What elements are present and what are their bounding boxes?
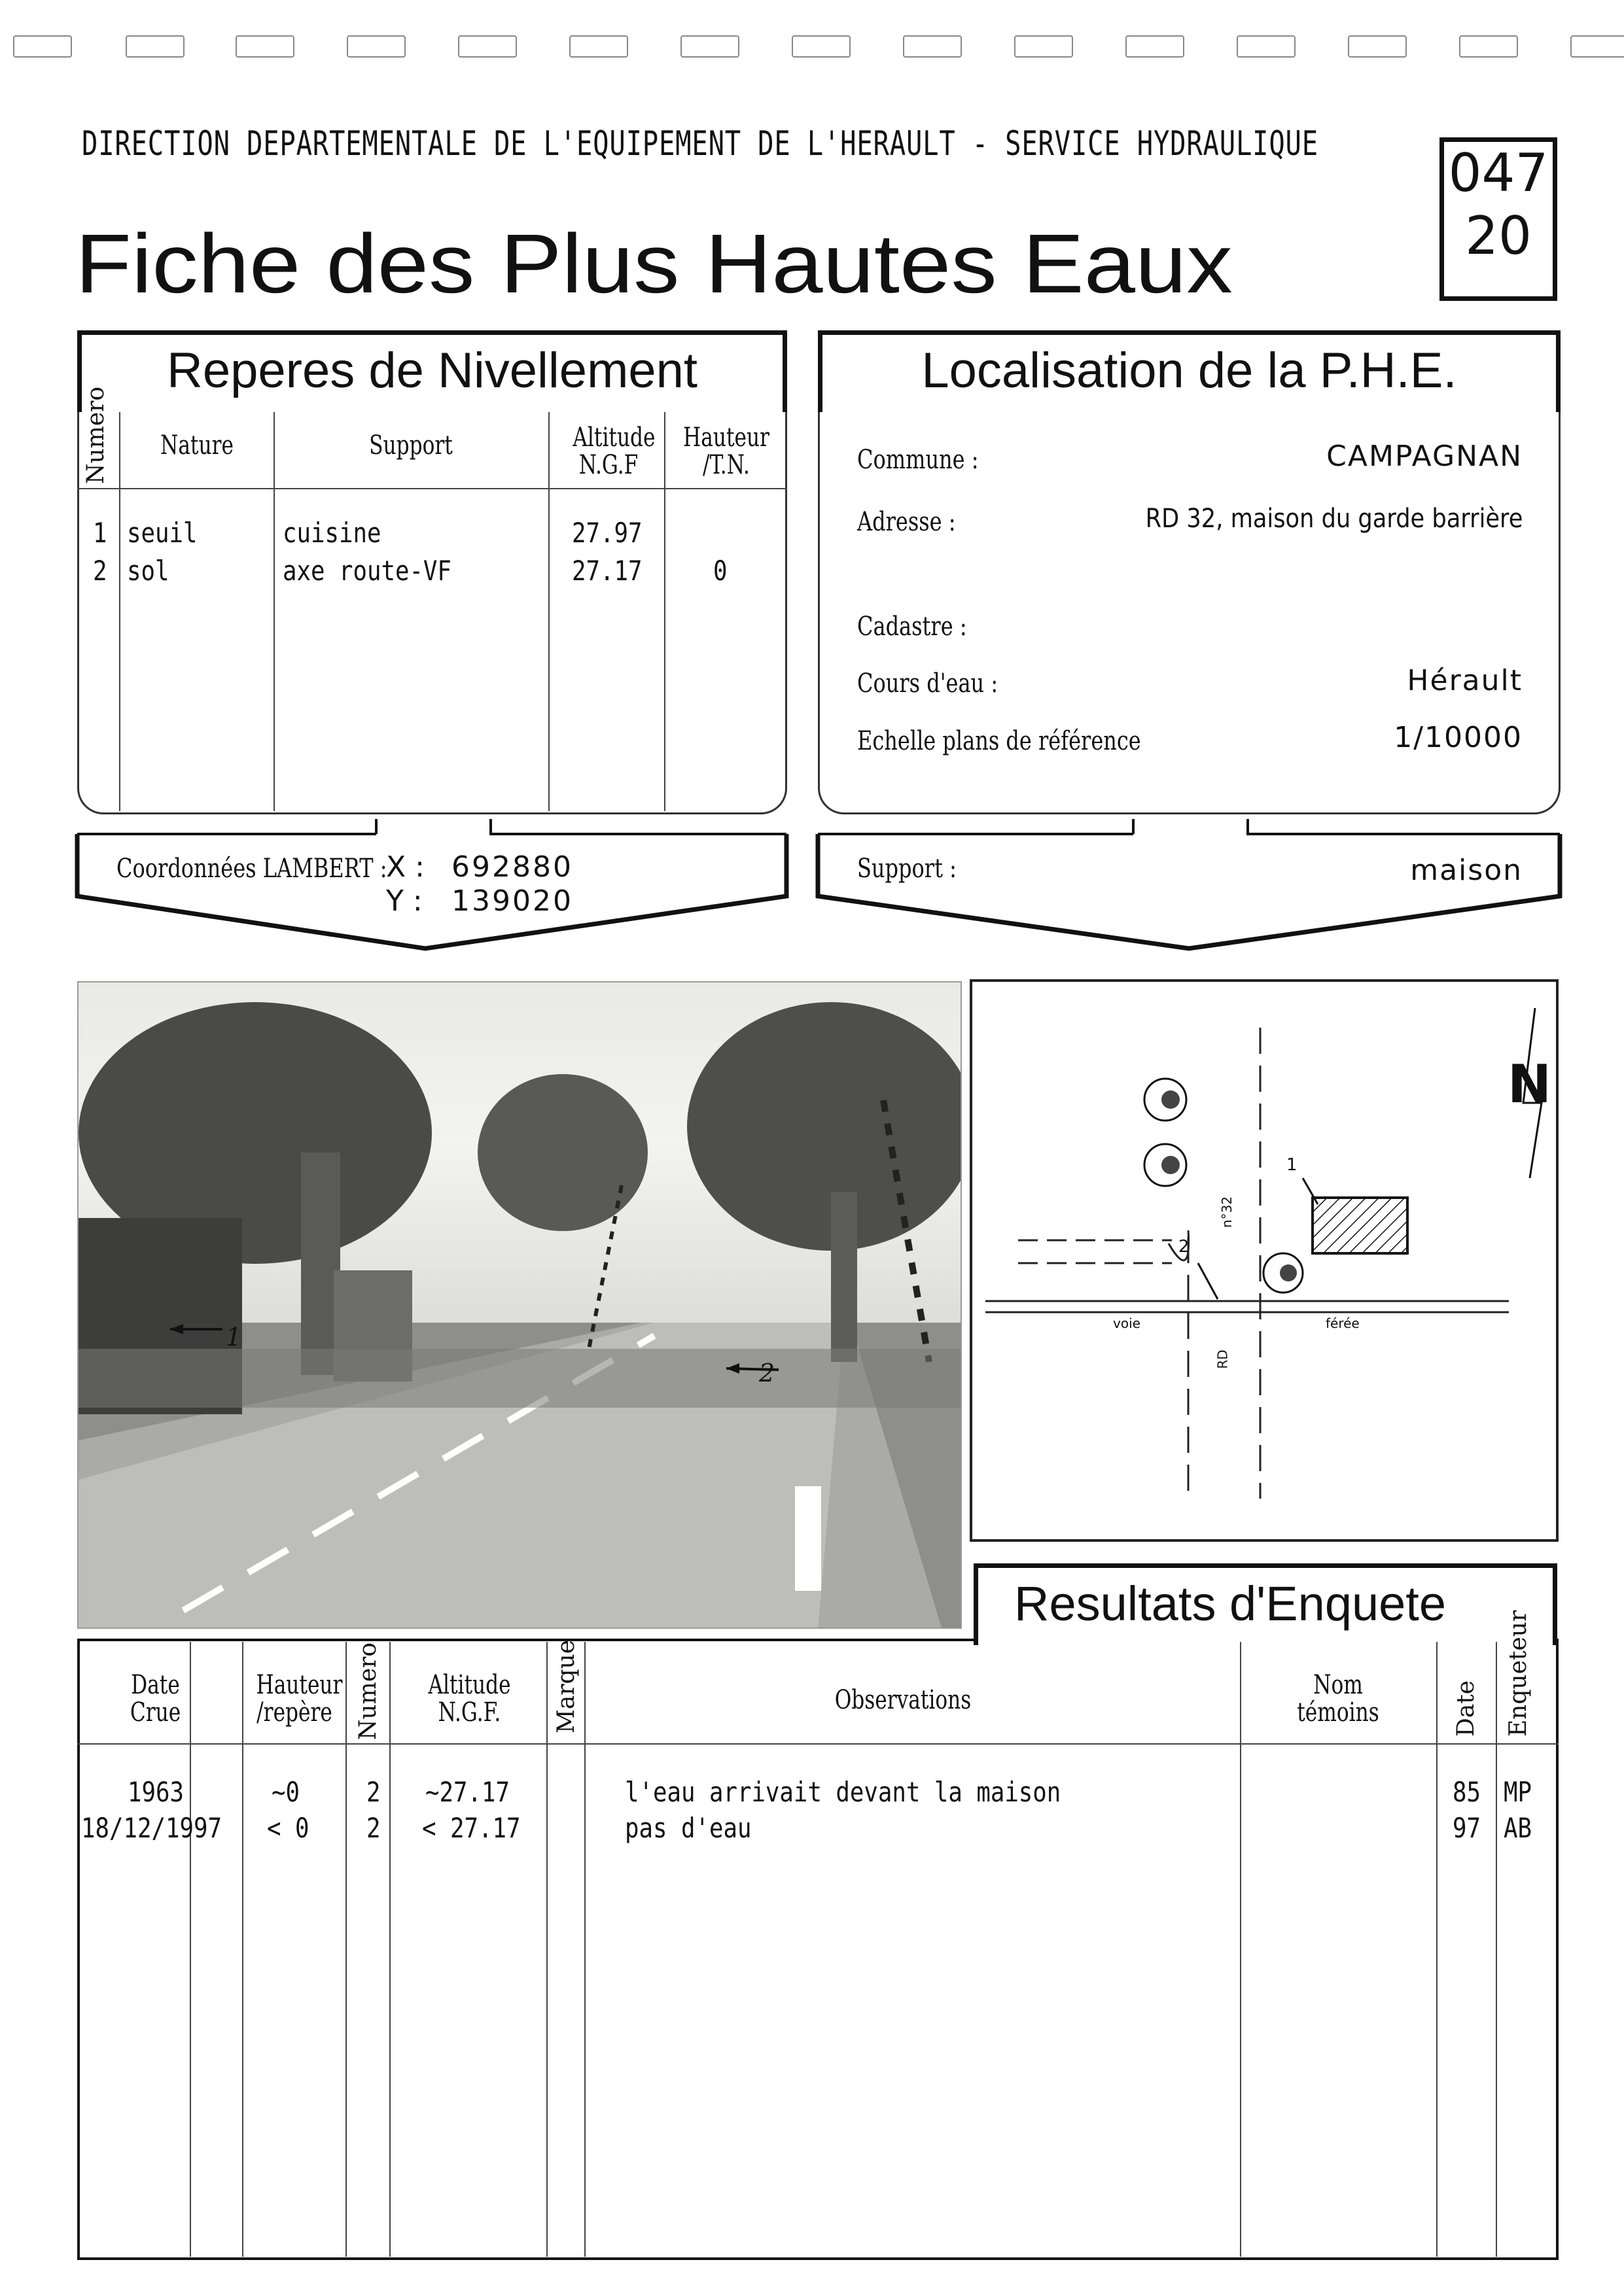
north-arrow-icon: N xyxy=(1508,1054,1551,1115)
resultats-col-hauteur: Hauteur /repère xyxy=(256,1670,343,1728)
map-drawing xyxy=(972,982,1556,1539)
commune-value: CAMPAGNAN xyxy=(1326,440,1523,473)
resultats-col-nom: Nom témoins xyxy=(1297,1670,1379,1728)
resultats-col-altitude: Altitude N.G.F. xyxy=(428,1670,511,1728)
x-label: X : xyxy=(386,850,425,884)
resultats-row-enqueteur: AB xyxy=(1504,1812,1532,1844)
adresse-value: RD 32, maison du garde barrière xyxy=(1145,504,1523,534)
resultats-col-observations: Observations xyxy=(834,1685,972,1715)
reperes-row-support: cuisine xyxy=(283,517,381,549)
reperes-panel xyxy=(77,412,787,814)
y-value: 139020 xyxy=(451,884,573,918)
resultats-row-observations: l'eau arrivait devant la maison xyxy=(625,1776,1061,1808)
support-label: Support : xyxy=(857,854,957,884)
resultats-title: Resultats d'Enquete xyxy=(974,1563,1557,1645)
map-label-feree: férée xyxy=(1326,1315,1360,1331)
reperes-row-support: axe route-VF xyxy=(283,555,451,587)
resultats-row-altitude: < 27.17 xyxy=(422,1812,521,1844)
reperes-row-numero: 1 xyxy=(93,517,107,549)
resultats-row-enqueteur: MP xyxy=(1504,1776,1532,1808)
resultats-row-hauteur: ~0 xyxy=(272,1776,300,1808)
echelle-value: 1/10000 xyxy=(1394,721,1523,754)
resultats-table xyxy=(77,1639,1559,2260)
y-label: Y : xyxy=(386,884,423,918)
map-label-rd: RD xyxy=(1214,1349,1231,1369)
map-marker-1: 1 xyxy=(1286,1155,1297,1175)
reperes-row-nature: sol xyxy=(127,555,169,587)
reperes-title: Reperes de Nivellement xyxy=(77,330,787,412)
photo-marker-2: 2 xyxy=(759,1359,775,1387)
resultats-row-numero: 2 xyxy=(366,1812,381,1844)
resultats-col-enqueteur: Enqueteur xyxy=(1505,1610,1532,1737)
location-map xyxy=(970,979,1559,1542)
sheet-code-bottom: 20 xyxy=(1465,205,1532,266)
reperes-row-altitude: 27.17 xyxy=(572,555,643,587)
sheet-code xyxy=(1439,137,1557,301)
reperes-row-nature: seuil xyxy=(127,517,198,549)
reperes-col-altitude: Altitude N.G.F xyxy=(573,423,656,480)
coords-label: Coordonnées LAMBERT : xyxy=(116,854,387,884)
sheet-code-top: 047 xyxy=(1448,143,1549,203)
reperes-col-nature: Nature xyxy=(160,430,234,461)
adresse-label: Adresse : xyxy=(857,507,956,537)
resultats-row-date-crue: 18/12/1997 xyxy=(81,1812,222,1844)
cours-label: Cours d'eau : xyxy=(857,669,998,699)
reperes-col-support: Support xyxy=(369,430,453,461)
binder-holes xyxy=(13,35,1610,61)
reperes-col-numero: Numero xyxy=(82,386,109,484)
echelle-label: Echelle plans de référence xyxy=(857,726,1141,756)
map-label-n32: n°32 xyxy=(1219,1196,1235,1228)
photo-marker-1: 1 xyxy=(226,1323,242,1351)
resultats-row-numero: 2 xyxy=(366,1776,381,1808)
resultats-row-date: 85 xyxy=(1453,1776,1481,1808)
resultats-row-altitude: ~27.17 xyxy=(425,1776,510,1808)
cadastre-label: Cadastre : xyxy=(857,612,967,642)
map-label-voie: voie xyxy=(1113,1315,1140,1331)
x-value: 692880 xyxy=(451,850,573,884)
resultats-col-marque: Marque xyxy=(553,1639,580,1733)
resultats-col-date-crue: Date Crue xyxy=(130,1670,181,1728)
agency-header: DIRECTION DEPARTEMENTALE DE L'EQUIPEMENT DE L'HERAULT - SERVICE HYDRAULIQUE xyxy=(82,124,1318,164)
resultats-row-hauteur: < 0 xyxy=(267,1812,309,1844)
resultats-row-date-crue: 1963 xyxy=(128,1776,184,1808)
photo-drawing xyxy=(79,983,962,1629)
commune-label: Commune : xyxy=(857,445,979,475)
coords-arrow-frame xyxy=(72,811,792,962)
resultats-col-date: Date xyxy=(1453,1680,1479,1737)
resultats-row-date: 97 xyxy=(1453,1812,1481,1844)
localisation-title: Localisation de la P.H.E. xyxy=(818,330,1561,412)
reperes-row-numero: 2 xyxy=(93,555,107,587)
reperes-col-hauteur: Hauteur /T.N. xyxy=(683,423,769,480)
support-value: maison xyxy=(1410,854,1523,887)
reperes-row-hauteur: 0 xyxy=(713,555,728,587)
map-marker-2: 2 xyxy=(1178,1237,1190,1257)
page-title: Fiche des Plus Hautes Eaux xyxy=(75,217,1233,311)
reperes-row-altitude: 27.97 xyxy=(572,517,643,549)
resultats-col-numero: Numero xyxy=(355,1642,381,1740)
cours-value: Hérault xyxy=(1407,664,1523,697)
resultats-row-observations: pas d'eau xyxy=(625,1812,752,1844)
site-photo xyxy=(77,981,962,1629)
